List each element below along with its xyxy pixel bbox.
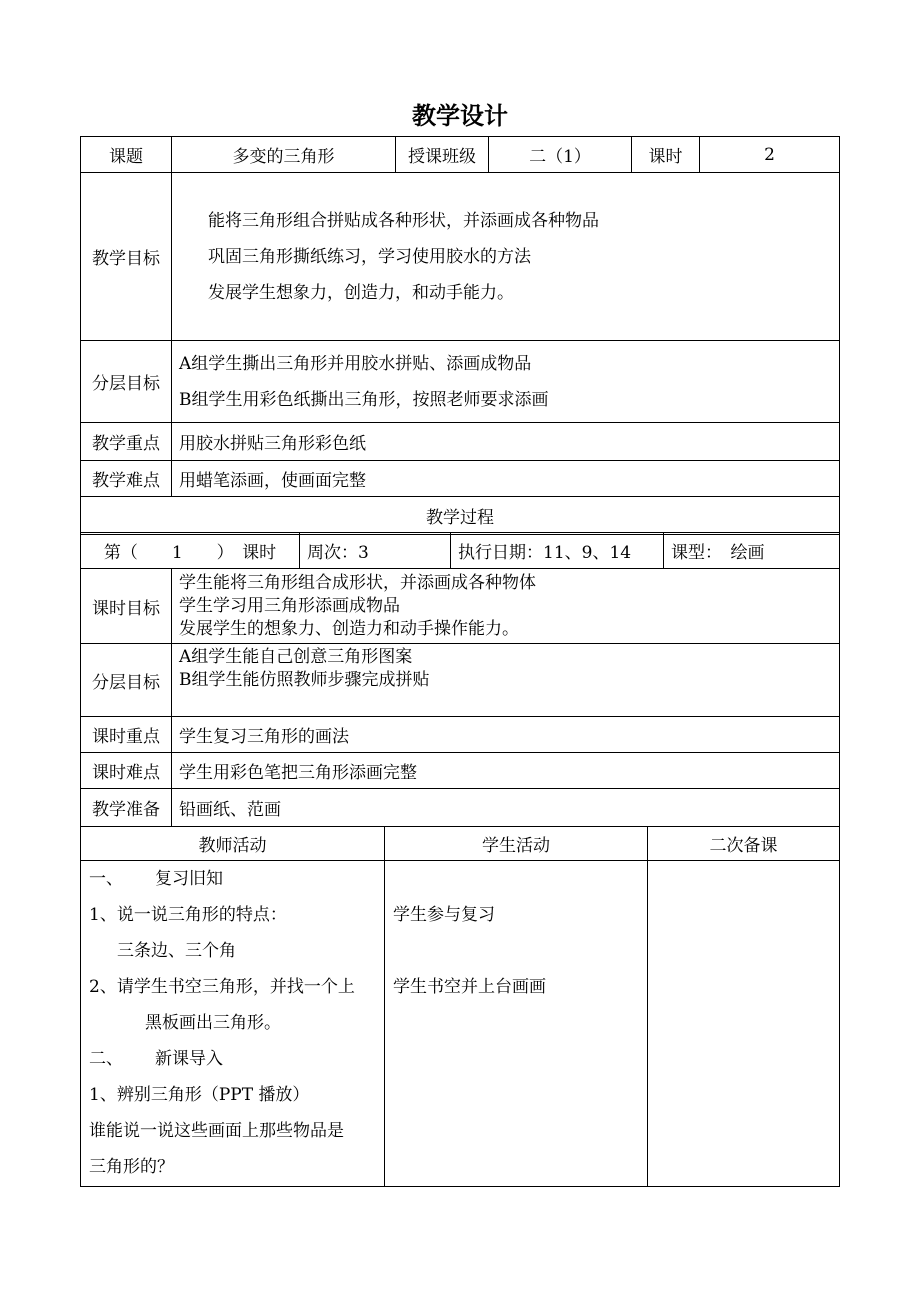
activity-line: [89, 1041, 384, 1077]
tiered-goals-label: 分层目标: [81, 341, 172, 423]
lesson-goal-item: 学生能将三角形组合成形状，并添画成各种物体: [179, 572, 536, 593]
section-title: 复习旧知: [155, 869, 223, 889]
lesson-number: 第（ 1 ） 课时: [81, 533, 300, 569]
topic-value: 多变的三角形: [172, 137, 396, 173]
activity-line: [89, 861, 384, 897]
teaching-goals-label: 教学目标: [81, 173, 172, 341]
student-activity-header: 学生活动: [385, 827, 648, 861]
tiered-goals-content: [172, 341, 840, 423]
week-number: 周次：3: [300, 533, 451, 569]
section-number: 二、: [89, 1049, 123, 1069]
second-prep-content: [648, 861, 840, 1187]
lesson-details-table: [80, 568, 840, 827]
lesson-key-value: 学生复习三角形的画法: [172, 717, 840, 753]
activity-line: 2、请学生书空三角形，并找一个上: [89, 977, 355, 997]
activities-table: [80, 826, 840, 1187]
activity-line: 1、辨别三角形（PPT 播放）: [89, 1085, 310, 1105]
lesson-goals-label: 课时目标: [81, 569, 172, 644]
lesson-type: 课型： 绘画: [664, 533, 840, 569]
activity-line: 谁能说一说这些画面上那些物品是: [89, 1121, 344, 1141]
tiered-goal-item: B组学生用彩色纸撕出三角形，按照老师要求添画: [179, 389, 549, 410]
activity-line: 三条边、三个角: [117, 941, 236, 961]
difficulty-value: 用蜡笔添画，使画面完整: [172, 461, 840, 497]
hours-label: 课时: [632, 137, 700, 173]
lesson-goal-item: 发展学生的想象力、创造力和动手操作能力。: [179, 618, 519, 639]
lesson-difficulty-label: 课时难点: [81, 753, 172, 789]
class-value: 二（1）: [489, 137, 632, 173]
activity-line: 三角形的？: [89, 1157, 174, 1177]
key-point-value: 用胶水拼贴三角形彩色纸: [172, 423, 840, 461]
lesson-goal-item: 学生学习用三角形添画成物品: [179, 595, 400, 616]
teaching-goal-item: 巩固三角形撕纸练习，学习使用胶水的方法: [208, 246, 531, 267]
activity-line: 黑板画出三角形。: [145, 1013, 281, 1033]
student-activity-content: [385, 861, 648, 1187]
lesson-tiered-label: 分层目标: [81, 644, 172, 717]
section-number: 一、: [89, 869, 123, 889]
teaching-goals-content: [172, 173, 840, 341]
preparation-label: 教学准备: [81, 789, 172, 827]
lesson-tiered-item: A组学生能自己创意三角形图案: [179, 647, 413, 667]
topic-label: 课题: [81, 137, 172, 173]
lesson-difficulty-value: 学生用彩色笔把三角形添画完整: [172, 753, 840, 789]
key-point-label: 教学重点: [81, 423, 172, 461]
teacher-activity-content: [81, 861, 385, 1187]
teaching-goal-item: 能将三角形组合拼贴成各种形状，并添画成各种物品: [208, 210, 599, 231]
teacher-activity-header: 教师活动: [81, 827, 385, 861]
execution-date: 执行日期：11、9、14: [451, 533, 664, 569]
section-title: 新课导入: [155, 1049, 223, 1069]
difficulty-label: 教学难点: [81, 461, 172, 497]
lesson-key-label: 课时重点: [81, 717, 172, 753]
lesson-tiered-content: [172, 644, 840, 717]
activity-line: 学生书空并上台画画: [393, 977, 546, 997]
second-prep-header: 二次备课: [648, 827, 840, 861]
document-title: 教学设计: [412, 102, 508, 130]
lesson-overview-table: [80, 136, 840, 535]
lesson-tiered-item: B组学生能仿照教师步骤完成拼贴: [179, 670, 430, 690]
teaching-goal-item: 发展学生想象力，创造力，和动手能力。: [208, 282, 514, 303]
tiered-goal-item: A组学生撕出三角形并用胶水拼贴、添画成物品: [179, 353, 532, 374]
hours-value: 2: [700, 137, 840, 173]
process-title: 教学过程: [81, 497, 840, 535]
activity-line: 1、说一说三角形的特点：: [89, 905, 287, 925]
lesson-goals-content: [172, 569, 840, 644]
activity-line: 学生参与复习: [393, 905, 495, 925]
lesson-info-table: [80, 532, 840, 569]
class-label: 授课班级: [396, 137, 489, 173]
preparation-value: 铅画纸、范画: [172, 789, 840, 827]
